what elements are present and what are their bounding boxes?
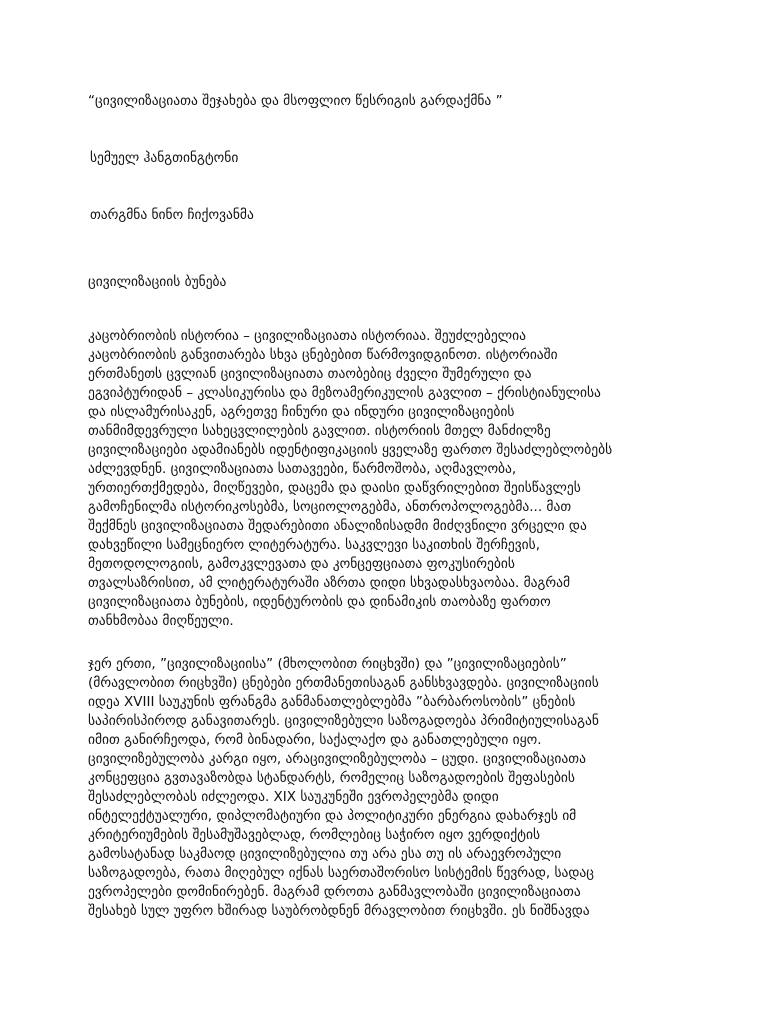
paragraph-line: ცივილიზაციათა ბუნების, იდენტურობის და დინამიკის თაობაზე ფართო: [88, 594, 551, 610]
author-name: სემუელ ჰანგთინგტონი: [90, 150, 239, 166]
paragraph-line: კაცობრიობის განვითარება სხვა ცნებებით წარმოვიდგინოთ. ისტორიაში: [88, 347, 558, 363]
paragraph-line: მეთოდოლოგიის, გამოკვლევათა და კონცეფციათა ფოკუსირების: [88, 556, 515, 572]
paragraph-line: იდეა XVIII საუკუნის ფრანგმა განმანათლებლებმა ”ბარბაროსობის” ცნების: [88, 694, 576, 710]
paragraph-line: კაცობრიობის ისტორია – ცივილიზაციათა ისტორიაა. შეუძლებელია: [88, 328, 526, 344]
paragraph-line: ჯერ ერთი, ”ცივილიზაციისა” (მხოლობით რიცხვში) და ”ცივილიზაციების”: [88, 656, 567, 672]
paragraph-line: კრიტერიუმების შესამუშავებლად, რომლებიც საჭირო იყო ვერდიქტის: [88, 827, 541, 843]
paragraph-line: ევროპელები დომინირებენ. მაგრამ დროთა განმავლობაში ცივილიზაციათა: [88, 884, 581, 900]
paragraph-line: აძლევდნენ. ცივილიზაციათა სათავეები, წარმოშობა, აღმავლობა,: [88, 461, 517, 477]
paragraph-line: თვალსაზრისით, ამ ლიტერატურაში აზრთა დიდი სხვადასხვაობაა. მაგრამ: [88, 575, 571, 591]
paragraph-line: გამოჩენილმა ისტორიკოსებმა, სოციოლოგებმა, ანთროპოლოგებმა... მათ: [88, 499, 572, 515]
paragraph-line: და ისლამურისაკენ, აგრეთვე ჩინური და ინდური ცივილიზაციების: [88, 404, 515, 420]
paragraph-line: ინტელექტუალური, დიპლომატიური და პოლიტიკური ენერგია დახარჯეს იმ: [88, 808, 577, 824]
paragraph-line: შექმნეს ცივილიზაციათა შედარებითი ანალიზისადმი მიძღვნილი ვრცელი და: [88, 518, 587, 534]
translator-credit: თარგმნა ნინო ჩიქოვანმა: [90, 207, 254, 223]
paragraph-line: (მრავლობით რიცხვში) ცნებები ერთმანეთისაგან განსხვავდება. ცივილიზაციის: [88, 675, 599, 691]
paragraph-line: ცივილიზაციები ადამიანებს იდენტიფიკაციის ყველაზე ფართო შესაძლებლობებს: [88, 442, 613, 458]
paragraph-line: ერთმანეთს ცვლიან ცივილიზაციათა თაობებიც ძველი შუმერული და: [88, 366, 532, 382]
paragraph-line: თანმიმდევრული სახეცვლილების გავლით. ისტორიის მთელ მანძილზე: [88, 423, 551, 439]
paragraph-line: ცივილიზებულობა კარგი იყო, არაცივილიზებულობა – ცუდი. ცივილიზაციათა: [88, 751, 586, 767]
paragraph-line: შესახებ სულ უფრო ხშირად საუბრობდნენ მრავლობით რიცხვში. ეს ნიშნავდა: [88, 903, 590, 919]
paragraph-line: თანხმობაა მიღწეული.: [88, 613, 234, 629]
paragraph-line: იმით განირჩეოდა, რომ ბინადარი, საქალაქო და განათლებული იყო.: [88, 732, 542, 748]
paragraph-line: ეგვიპტურიდან – კლასიკურისა და მეზოამერიკულის გავლით – ქრისტიანულისა: [88, 385, 601, 401]
paragraph-line: კონცეფცია გვთავაზობდა სტანდარტს, რომელიც საზოგადოების შეფასების: [88, 770, 575, 786]
paragraph-line: ურთიერთქმედება, მიღწევები, დაცემა და დაისი დაწვრილებით შეისწავლეს: [88, 480, 581, 496]
paragraph-line: საპირისპიროდ განავითარეს. ცივილიზებული საზოგადოება პრიმიტიულისაგან: [88, 713, 599, 729]
paragraph-line: შესაძლებლობას იძლეოდა. XIX საუკუნეში ევროპელებმა დიდი: [88, 789, 499, 805]
section-heading: ცივილიზაციის ბუნება: [88, 274, 227, 290]
paragraph-2: [88, 655, 599, 921]
paragraph-line: გამოსატანად საკმაოდ ცივილიზებულია თუ არა ესა თუ ის არაევროპული: [88, 846, 562, 862]
document-title: “ცივილიზაციათა შეჯახება და მსოფლიო წესრიგის გარდაქმნა ”: [88, 93, 503, 109]
paragraph-1: [88, 327, 612, 631]
paragraph-line: დახვეწილი სამეცნიერო ლიტერატურა. საკვლევი საკითხის შერჩევის,: [88, 537, 541, 553]
paragraph-line: საზოგადოება, რათა მიღებულ იქნას საერთაშორისო სისტემის წევრად, სადაც: [88, 865, 594, 881]
